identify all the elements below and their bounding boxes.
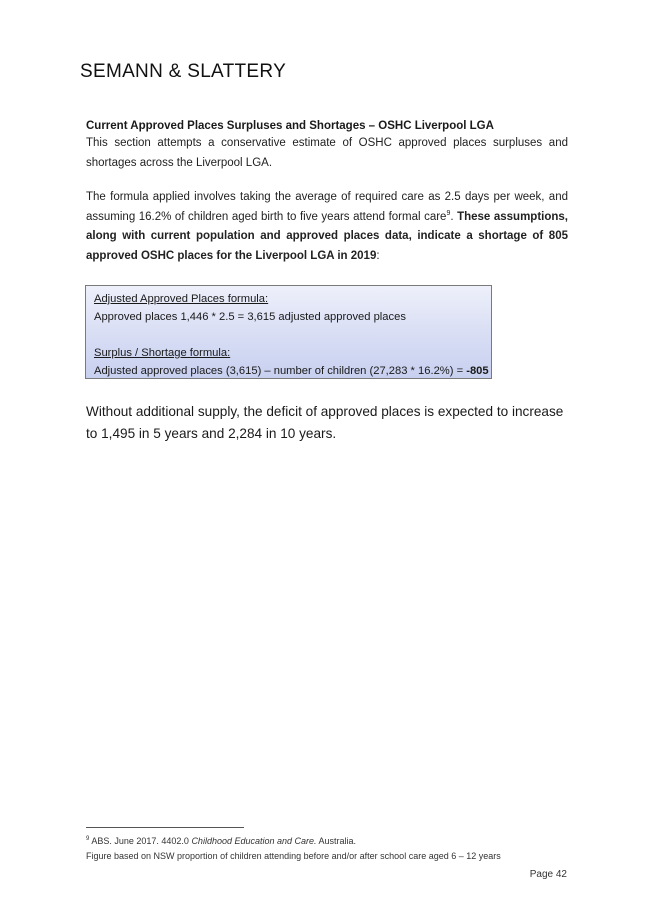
footnote-source-pre: ABS. June 2017. 4402.0 (89, 836, 192, 846)
surplus-shortage-formula-heading: Surplus / Shortage formula: (94, 347, 231, 359)
adjusted-places-formula-line: Approved places 1,446 * 2.5 = 3,615 adjusted approved places (94, 311, 406, 323)
footnote-number: 9 (86, 836, 90, 842)
adjusted-places-formula-heading: Adjusted Approved Places formula: (94, 293, 269, 305)
footnote-reference[interactable]: 9 (446, 209, 451, 217)
surplus-shortage-formula-text: Adjusted approved places (3,615) – number of children (27,283 * 16.2%) = (94, 365, 467, 377)
formula-paragraph-end: : (376, 249, 380, 262)
intro-paragraph: This section attempts a conservative estimate of OSHC approved places surpluses and shortages across the Liverpool LGA. (86, 137, 568, 169)
footnote-divider (86, 827, 244, 828)
footnote-source-post: Australia. (316, 836, 357, 846)
sentence-separator: . (450, 210, 458, 223)
footnote-source (86, 836, 356, 846)
formula-paragraph-bold-text: These assumptions, along with current population and approved places data, indicate a shortage of 805 approved OSHC places for the Liverpool LGA in 2019 (86, 210, 568, 262)
page-number: Page 42 (529, 869, 567, 880)
section-title: Current Approved Places Surpluses and Shortages – OSHC Liverpool LGA (86, 120, 494, 132)
formula-paragraph (86, 188, 568, 266)
surplus-shortage-formula-line (94, 362, 489, 380)
footnote-note: Figure based on NSW proportion of children attending before and/or after school care aged 6 – 12 years (86, 851, 501, 861)
formula-paragraph-text: The formula applied involves taking the average of required care as 2.5 days per week, and assuming 16.2% of children aged birth to five years attend formal care (86, 191, 568, 223)
formula-spacer (94, 326, 483, 344)
formula-box (85, 285, 492, 379)
conclusion-paragraph: Without additional supply, the deficit of approved places is expected to increase to 1,495 in 5 years and 2,284 in 10 years. (86, 404, 564, 441)
footnote-source-title: Childhood Education and Care. (191, 836, 317, 846)
company-logo: SEMANN & SLATTERY (80, 61, 287, 82)
shortage-result: -805 (466, 365, 489, 377)
